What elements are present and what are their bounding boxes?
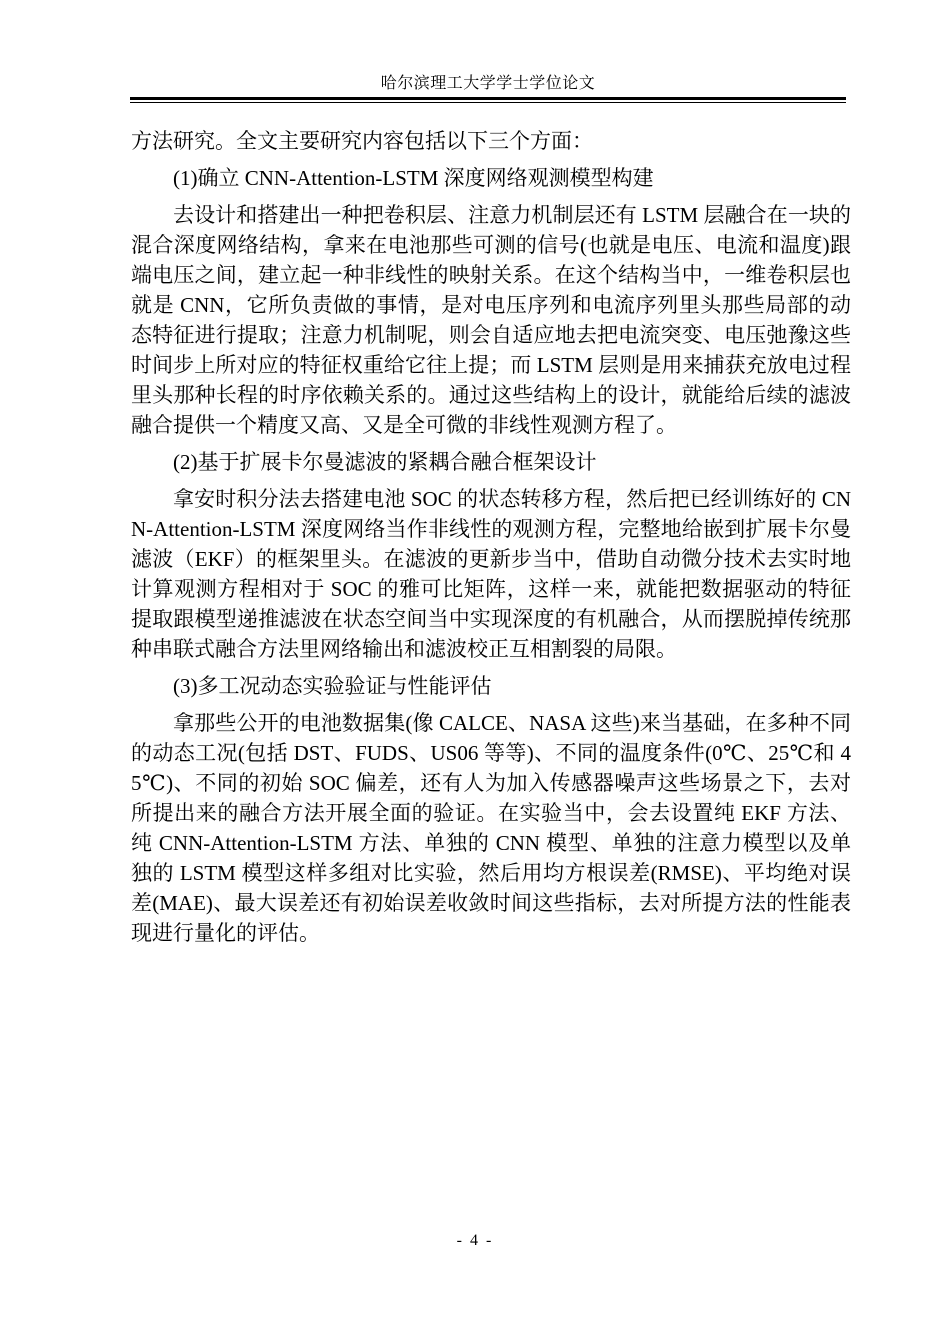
section-paragraph-3: 拿那些公开的电池数据集(像 CALCE、NASA 这些)来当基础，在多种不同的动态工况(包括 DST、FUDS、US06 等等)、不同的温度条件(0℃、25℃和 45℃)、不同的初始 SOC 偏差，还有人为加入传感器噪声这些场景之下，去对所提出来的融合方法开展全面的验证。在实验当中，会去设置纯 EKF 方法、纯 CNN-Attention-LSTM 方法、单独的 CNN 模型、单独的注意力模型以及单独的 LSTM 模型这样多组对比实验，然后用均方根误差(RMSE)、平均绝对误差(MAE)、最大误差还有初始误差收敛时间这些指标，去对所提方法的性能表现进行量化的评估。	[131, 711, 851, 945]
section-paragraph-1: 去设计和搭建出一种把卷积层、注意力机制层还有 LSTM 层融合在一块的混合深度网络结构，拿来在电池那些可测的信号(也就是电压、电流和温度)跟端电压之间，建立起一种非线性的映射关系。在这个结构当中，一维卷积层也就是 CNN，它所负责做的事情，是对电压序列和电流序列里头那些局部的动态特征进行提取；注意力机制呢，则会自适应地去把电流突变、电压弛豫这些时间步上所对应的特征权重给它往上提；而 LSTM 层则是用来捕获充放电过程里头那种长程的时序依赖关系的。通过这些结构上的设计，就能给后续的滤波融合提供一个精度又高、又是全可微的非线性观测方程了。	[131, 203, 851, 437]
page-number: - 4 -	[456, 1232, 494, 1249]
section-heading-2: (2)基于扩展卡尔曼滤波的紧耦合融合框架设计	[173, 450, 597, 474]
section-paragraph-2: 拿安时积分法去搭建电池 SOC 的状态转移方程，然后把已经训练好的 CNN-Attention-LSTM 深度网络当作非线性的观测方程，完整地给嵌到扩展卡尔曼滤波（EKF）的框架里头。在滤波的更新步当中，借助自动微分技术去实时地计算观测方程相对于 SOC 的雅可比矩阵，这样一来，就能把数据驱动的特征提取跟模型递推滤波在状态空间当中实现深度的有机融合，从而摆脱掉传统那种串联式融合方法里网络输出和滤波校正互相割裂的局限。	[131, 487, 851, 661]
header-rule-thick	[130, 97, 846, 100]
lead-paragraph: 方法研究。全文主要研究内容包括以下三个方面：	[131, 129, 593, 153]
main-content	[131, 126, 851, 948]
running-header: 哈尔滨理工大学学士学位论文	[380, 75, 596, 92]
section-heading-3: (3)多工况动态实验验证与性能评估	[173, 674, 492, 698]
header-rule-thin	[130, 102, 846, 103]
section-heading-1: (1)确立 CNN-Attention-LSTM 深度网络观测模型构建	[173, 166, 654, 190]
